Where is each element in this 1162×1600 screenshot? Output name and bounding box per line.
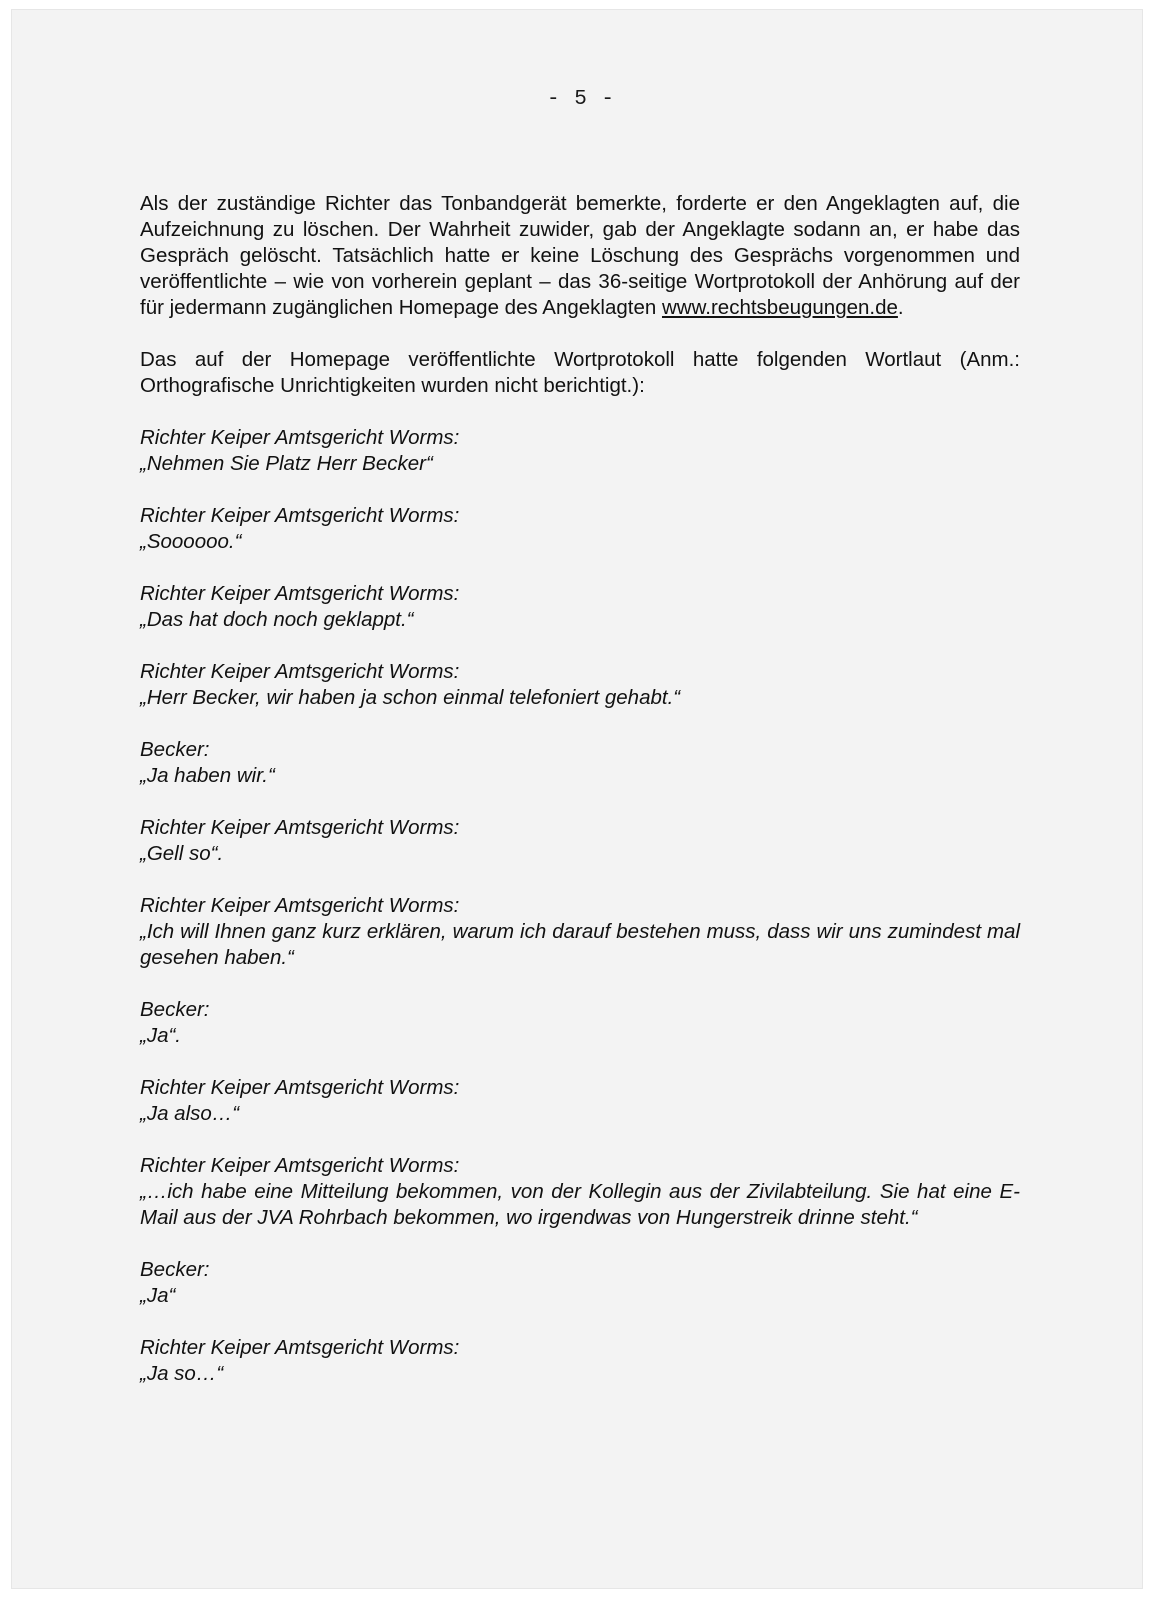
speaker-quote: „Ich will Ihnen ganz kurz erklären, warum ich darauf bestehen muss, dass wir uns zumindest mal gesehen haben.“	[140, 920, 1020, 969]
intro-text-end: .	[897, 296, 904, 319]
speaker-quote: „Gell so“.	[140, 842, 224, 865]
transcript-entry	[140, 893, 1020, 971]
speaker-name: Richter Keiper Amtsgericht Worms:	[140, 894, 460, 917]
transcript-entry	[140, 737, 1020, 789]
transcript-entry	[140, 1335, 1020, 1387]
speaker-quote: „Nehmen Sie Platz Herr Becker“	[140, 452, 433, 475]
speaker-quote: „Ja“	[140, 1284, 176, 1307]
speaker-quote: „Ja“.	[140, 1024, 181, 1047]
speaker-name: Becker:	[140, 1258, 210, 1281]
speaker-quote: „…ich habe eine Mitteilung bekommen, von der Kollegin aus der Zivilabteilung. Sie hat eine E-Mail aus der JVA Rohrbach bekommen, wo irgendwas von Hungerstreik drinne steht.“	[140, 1180, 1020, 1229]
intro-paragraph-1	[140, 191, 1020, 321]
speaker-quote: „Das hat doch noch geklappt.“	[140, 608, 414, 631]
speaker-name: Richter Keiper Amtsgericht Worms:	[140, 1076, 460, 1099]
speaker-name: Richter Keiper Amtsgericht Worms:	[140, 816, 460, 839]
homepage-link[interactable]: www.rechtsbeugungen.de	[661, 296, 898, 319]
transcript-entry	[140, 1257, 1020, 1309]
speaker-quote: „Ja also…“	[140, 1102, 240, 1125]
speaker-quote: „Ja haben wir.“	[140, 764, 275, 787]
page-number: - 5 -	[546, 88, 615, 111]
transcript-entry	[140, 1153, 1020, 1231]
intro-text: Als der zuständige Richter das Tonbandgerät bemerkte, forderte er den Angeklagten auf, die Aufzeichnung zu löschen. Der Wahrheit zuwider, gab der Angeklagte sodann an, er habe das Gespräch gelöscht. Tatsächlich hatte er keine Löschung des Gesprächs vorgenommen und veröffentlichte – wie von vorherein geplant – das 36-seitige Wortprotokoll der Anhörung auf der für jedermann zugänglichen Homepage des Angeklagten	[140, 192, 1020, 319]
transcript-entry	[140, 997, 1020, 1049]
intro-paragraph-2: Das auf der Homepage veröffentlichte Wortprotokoll hatte folgenden Wortlaut (Anm.: Orthografische Unrichtigkeiten wurden nicht berichtigt.):	[140, 348, 1020, 397]
speaker-name: Richter Keiper Amtsgericht Worms:	[140, 426, 460, 449]
speaker-name: Richter Keiper Amtsgericht Worms:	[140, 582, 460, 605]
transcript	[140, 425, 1020, 1387]
transcript-entry	[140, 581, 1020, 633]
speaker-name: Richter Keiper Amtsgericht Worms:	[140, 504, 460, 527]
speaker-quote: „Herr Becker, wir haben ja schon einmal telefoniert gehabt.“	[140, 686, 681, 709]
transcript-entry	[140, 503, 1020, 555]
transcript-entry	[140, 425, 1020, 477]
speaker-quote: „Soooooo.“	[140, 530, 242, 553]
transcript-entry	[140, 815, 1020, 867]
transcript-entry	[140, 1075, 1020, 1127]
speaker-name: Richter Keiper Amtsgericht Worms:	[140, 1154, 460, 1177]
document-body	[140, 191, 1020, 1413]
transcript-entry	[140, 659, 1020, 711]
speaker-name: Becker:	[140, 998, 210, 1021]
speaker-quote: „Ja so…“	[140, 1362, 224, 1385]
speaker-name: Becker:	[140, 738, 210, 761]
speaker-name: Richter Keiper Amtsgericht Worms:	[140, 1336, 460, 1359]
speaker-name: Richter Keiper Amtsgericht Worms:	[140, 660, 460, 683]
